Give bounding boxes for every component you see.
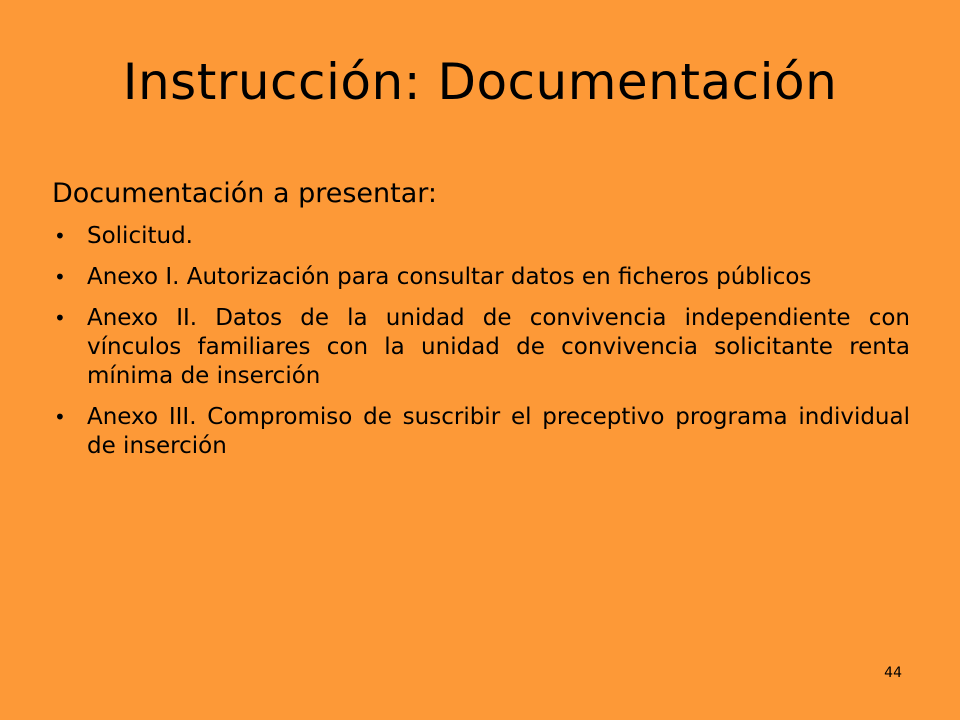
list-item-text: Anexo I. Autorización para consultar datos en ficheros públicos [87, 264, 812, 290]
section-subtitle: Documentación a presentar: [52, 178, 438, 209]
slide-content [52, 172, 910, 473]
list-item-text: Anexo III. Compromiso de suscribir el preceptivo programa individual de inserción [87, 404, 910, 459]
bullet-icon: • [54, 265, 66, 289]
bullet-icon: • [54, 405, 66, 429]
bullet-icon: • [54, 224, 66, 248]
list-item [52, 263, 910, 292]
list-item [52, 222, 910, 251]
list-item-text: Anexo II. Datos de la unidad de convivencia independiente con vínculos familiares con la unidad de convivencia solicitante renta mínima de inserción [87, 305, 910, 389]
list-item [52, 304, 910, 391]
bullet-icon: • [54, 306, 66, 330]
document-list [52, 222, 910, 461]
page-number: 44 [884, 665, 902, 681]
list-item [52, 403, 910, 461]
slide-title: Instrucción: Documentación [122, 53, 838, 111]
list-item-text: Solicitud. [87, 223, 193, 249]
